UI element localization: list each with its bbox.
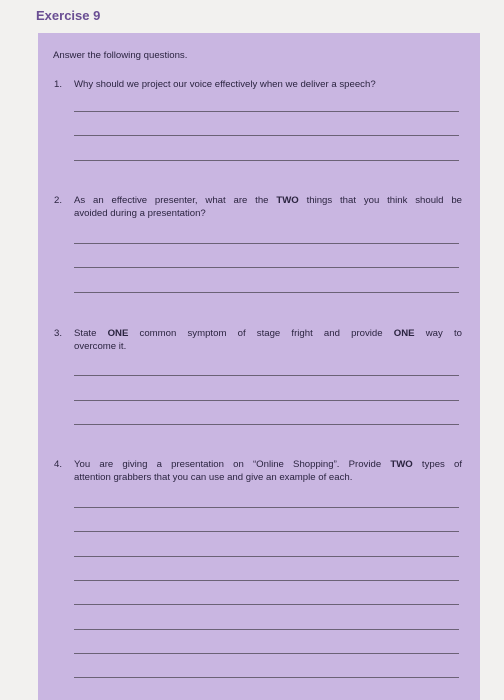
answer-line[interactable] <box>74 677 459 678</box>
answer-line[interactable] <box>74 604 459 605</box>
question-text-segment: attention grabbers that you can use and give an example of each. <box>74 472 353 483</box>
question-emphasis: TWO <box>390 459 413 470</box>
question-text-line <box>74 207 462 220</box>
question-emphasis: TWO <box>276 195 299 206</box>
answer-line[interactable] <box>74 629 459 630</box>
question-text-line <box>74 194 462 207</box>
question-text-line <box>74 471 462 484</box>
question-text-line <box>74 458 462 471</box>
answer-line[interactable] <box>74 653 459 654</box>
answer-line[interactable] <box>74 160 459 161</box>
answer-line[interactable] <box>74 375 459 376</box>
question-text <box>74 327 462 353</box>
question-number: 3. <box>54 328 63 339</box>
question-number: 1. <box>54 79 63 90</box>
question-text <box>74 458 462 484</box>
instruction-text: Answer the following questions. <box>53 50 188 61</box>
question-text-segment: State <box>74 328 108 339</box>
answer-line[interactable] <box>74 424 459 425</box>
question-number: 2. <box>54 195 63 206</box>
question-emphasis: ONE <box>393 328 415 339</box>
answer-line[interactable] <box>74 135 459 136</box>
question-text <box>74 78 462 91</box>
question-text-segment: Why should we project our voice effectively when we deliver a speech? <box>74 79 376 90</box>
question-text-line <box>74 327 462 340</box>
answer-line[interactable] <box>74 400 459 401</box>
question-text-line <box>74 340 462 353</box>
question-panel <box>38 33 480 700</box>
question-number: 4. <box>54 459 63 470</box>
answer-line[interactable] <box>74 556 459 557</box>
question-text-segment: As an effective presenter, what are the <box>74 195 277 206</box>
question-text-segment: avoided during a presentation? <box>74 208 206 219</box>
question-text-segment: overcome it. <box>74 341 127 352</box>
question-emphasis: ONE <box>107 328 129 339</box>
question-text <box>74 194 462 220</box>
answer-line[interactable] <box>74 531 459 532</box>
answer-line[interactable] <box>74 292 459 293</box>
answer-line[interactable] <box>74 580 459 581</box>
question-text-segment: types of <box>412 459 463 470</box>
answer-line[interactable] <box>74 111 459 112</box>
question-text-segment: way to <box>414 328 462 339</box>
question-text-segment: You are giving a presentation on “Online Shopping”. Provide <box>74 459 391 470</box>
answer-line[interactable] <box>74 243 459 244</box>
question-text-segment: common symptom of stage fright and provide <box>128 328 394 339</box>
exercise-title: Exercise 9 <box>36 8 101 23</box>
question-text-segment: things that you think should be <box>298 195 462 206</box>
answer-line[interactable] <box>74 507 459 508</box>
answer-line[interactable] <box>74 267 459 268</box>
